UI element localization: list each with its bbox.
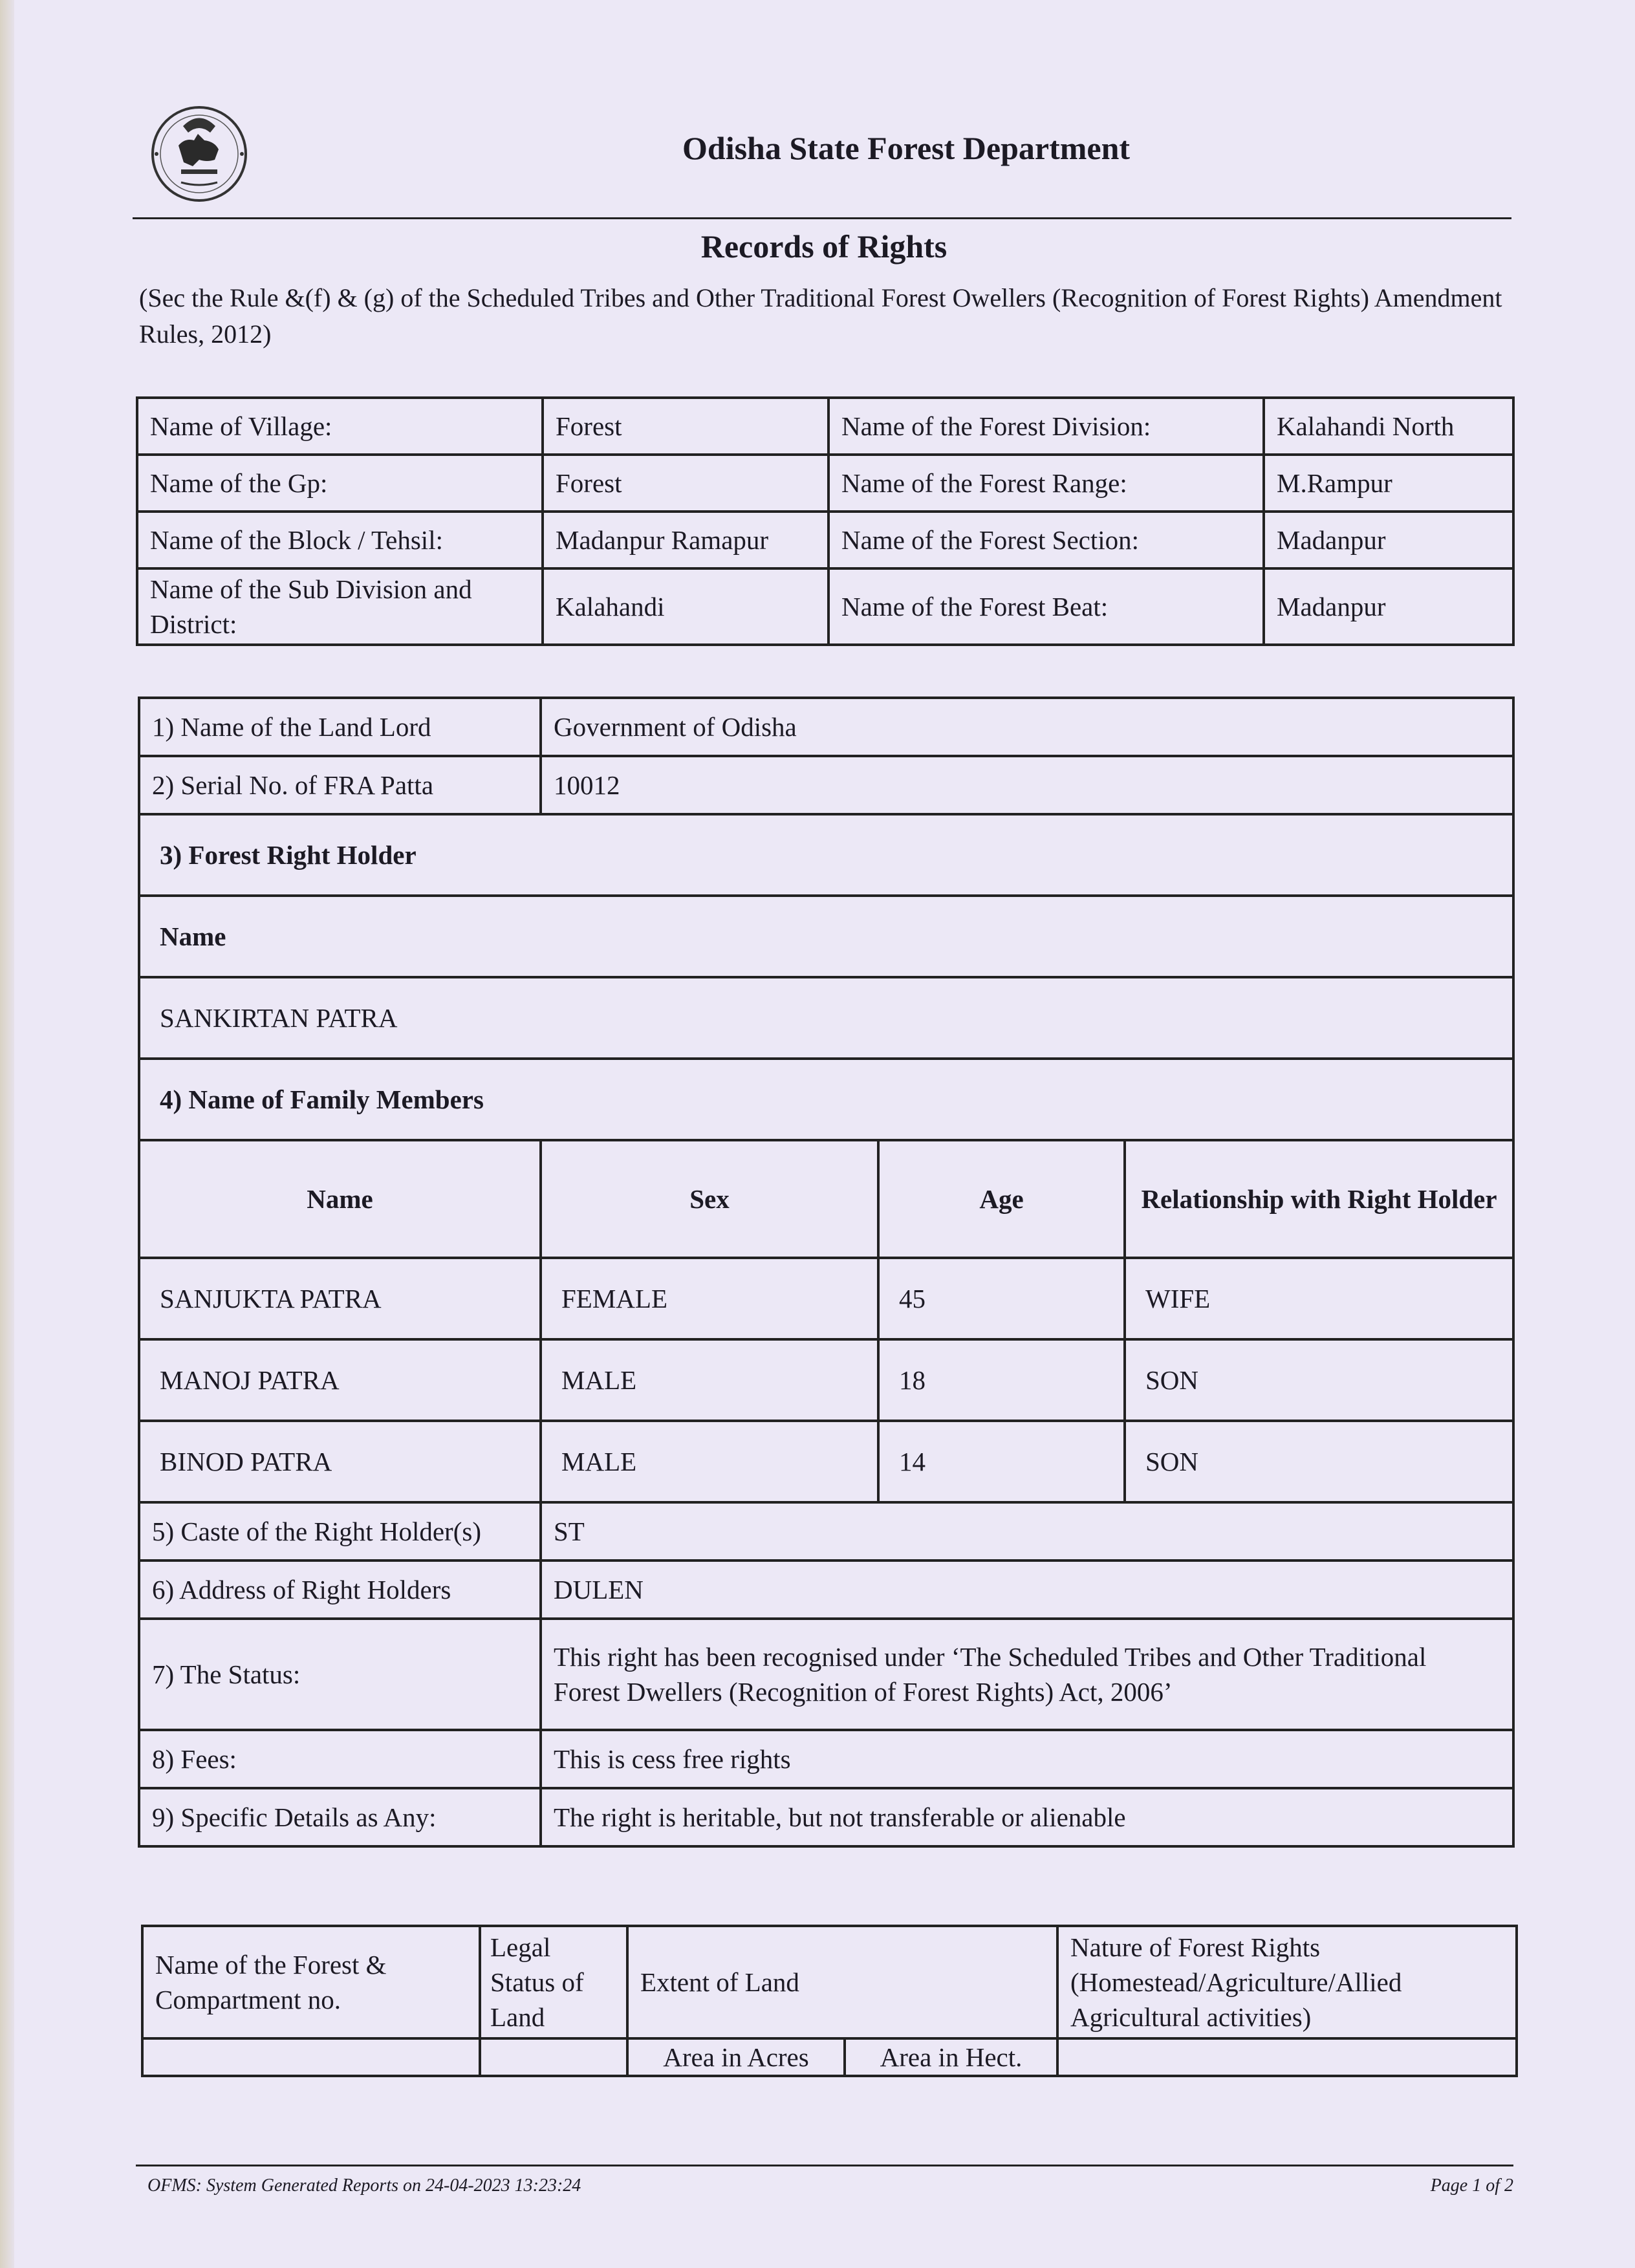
table-row bbox=[139, 1619, 1513, 1730]
extent-header: Extent of Land bbox=[627, 1926, 1057, 2038]
table-row bbox=[139, 1502, 1513, 1561]
details-label: 9) Specific Details as Any: bbox=[139, 1788, 541, 1846]
gp-value: Forest bbox=[543, 455, 828, 512]
table-row bbox=[139, 977, 1513, 1059]
member-name: SANJUKTA PATRA bbox=[139, 1258, 541, 1339]
column-header-relationship: Relationship with Right Holder bbox=[1125, 1140, 1513, 1258]
caste-value: ST bbox=[541, 1502, 1513, 1561]
empty-cell bbox=[142, 2038, 480, 2076]
page-edge bbox=[0, 0, 14, 2268]
holder-name-heading: Name bbox=[139, 896, 1513, 977]
table-row bbox=[139, 896, 1513, 977]
landlord-value: Government of Odisha bbox=[541, 698, 1513, 756]
member-name: BINOD PATRA bbox=[139, 1421, 541, 1502]
area-acres-header: Area in Acres bbox=[627, 2038, 845, 2076]
table-row bbox=[137, 512, 1513, 568]
landlord-label: 1) Name of the Land Lord bbox=[139, 698, 541, 756]
table-row bbox=[142, 1926, 1517, 2038]
section-value: Madanpur bbox=[1264, 512, 1513, 568]
member-age: 18 bbox=[878, 1339, 1125, 1421]
fees-label: 8) Fees: bbox=[139, 1730, 541, 1788]
table-row bbox=[137, 455, 1513, 512]
member-relation: SON bbox=[1125, 1339, 1513, 1421]
member-sex: MALE bbox=[541, 1421, 878, 1502]
table-row bbox=[142, 2038, 1517, 2076]
family-member-row bbox=[139, 1258, 1513, 1339]
table-row bbox=[137, 568, 1513, 645]
legal-status-header: Legal Status of Land bbox=[480, 1926, 627, 2038]
block-label: Name of the Block / Tehsil: bbox=[137, 512, 543, 568]
family-heading: 4) Name of Family Members bbox=[139, 1059, 1513, 1140]
member-sex: MALE bbox=[541, 1339, 878, 1421]
table-row bbox=[139, 1788, 1513, 1846]
subdivision-value: Kalahandi bbox=[543, 568, 828, 645]
area-hect-header: Area in Hect. bbox=[845, 2038, 1057, 2076]
member-age: 14 bbox=[878, 1421, 1125, 1502]
holder-name: SANKIRTAN PATRA bbox=[139, 977, 1513, 1059]
forest-compartment-header: Name of the Forest & Compartment no. bbox=[142, 1926, 480, 2038]
range-value: M.Rampur bbox=[1264, 455, 1513, 512]
member-sex: FEMALE bbox=[541, 1258, 878, 1339]
status-label: 7) The Status: bbox=[139, 1619, 541, 1730]
nature-header: Nature of Forest Rights (Homestead/Agriculture/Allied Agricultural activities) bbox=[1057, 1926, 1517, 2038]
empty-cell bbox=[1057, 2038, 1517, 2076]
serial-value: 10012 bbox=[541, 756, 1513, 814]
column-header-sex: Sex bbox=[541, 1140, 878, 1258]
member-name: MANOJ PATRA bbox=[139, 1339, 541, 1421]
land-table bbox=[141, 1925, 1518, 2077]
beat-label: Name of the Forest Beat: bbox=[828, 568, 1264, 645]
footer-divider bbox=[136, 2165, 1513, 2166]
table-row bbox=[139, 1561, 1513, 1619]
table-row bbox=[139, 1059, 1513, 1140]
details-value: The right is heritable, but not transferable or alienable bbox=[541, 1788, 1513, 1846]
fees-value: This is cess free rights bbox=[541, 1730, 1513, 1788]
serial-label: 2) Serial No. of FRA Patta bbox=[139, 756, 541, 814]
table-row bbox=[139, 756, 1513, 814]
column-header-age: Age bbox=[878, 1140, 1125, 1258]
family-member-row bbox=[139, 1421, 1513, 1502]
status-line-1: This right has been recognised under ‘The Scheduled Tribes and Other Traditional bbox=[554, 1642, 1427, 1672]
beat-value: Madanpur bbox=[1264, 568, 1513, 645]
member-relation: SON bbox=[1125, 1421, 1513, 1502]
address-label: 6) Address of Right Holders bbox=[139, 1561, 541, 1619]
address-value: DULEN bbox=[541, 1561, 1513, 1619]
village-value: Forest bbox=[543, 398, 828, 455]
range-label: Name of the Forest Range: bbox=[828, 455, 1264, 512]
page-number: Page 1 of 2 bbox=[1430, 2176, 1513, 2196]
empty-cell bbox=[480, 2038, 627, 2076]
family-member-row bbox=[139, 1339, 1513, 1421]
caste-label: 5) Caste of the Right Holder(s) bbox=[139, 1502, 541, 1561]
division-value: Kalahandi North bbox=[1264, 398, 1513, 455]
footer-generated: OFMS: System Generated Reports on 24-04-2023 13:23:24 bbox=[147, 2176, 581, 2196]
status-line-2: Forest Dwellers (Recognition of Forest Rights) Act, 2006’ bbox=[554, 1677, 1173, 1707]
gp-label: Name of the Gp: bbox=[137, 455, 543, 512]
document-subtitle: (Sec the Rule &(f) & (g) of the Scheduled Tribes and Other Traditional Forest Owellers (Recognition of Forest Rights) Amendment Rules, 2012) bbox=[139, 283, 1502, 349]
table-row bbox=[139, 698, 1513, 756]
member-age: 45 bbox=[878, 1258, 1125, 1339]
table-row bbox=[139, 814, 1513, 896]
block-value: Madanpur Ramapur bbox=[543, 512, 828, 568]
status-value bbox=[541, 1619, 1513, 1730]
division-label: Name of the Forest Division: bbox=[828, 398, 1264, 455]
family-header-row bbox=[139, 1140, 1513, 1258]
section-label: Name of the Forest Section: bbox=[828, 512, 1264, 568]
member-relation: WIFE bbox=[1125, 1258, 1513, 1339]
table-row bbox=[139, 1730, 1513, 1788]
table-row bbox=[137, 398, 1513, 455]
holder-heading: 3) Forest Right Holder bbox=[139, 814, 1513, 896]
odisha-emblem-icon bbox=[147, 97, 251, 207]
column-header-name: Name bbox=[139, 1140, 541, 1258]
document-title: Records of Rights bbox=[700, 228, 947, 265]
village-label: Name of Village: bbox=[137, 398, 543, 455]
location-table bbox=[136, 396, 1515, 646]
subdivision-label: Name of the Sub Division and District: bbox=[137, 568, 543, 645]
record-table bbox=[138, 697, 1515, 1848]
header-divider bbox=[133, 217, 1511, 219]
department-title: Odisha State Forest Department bbox=[682, 130, 1131, 166]
